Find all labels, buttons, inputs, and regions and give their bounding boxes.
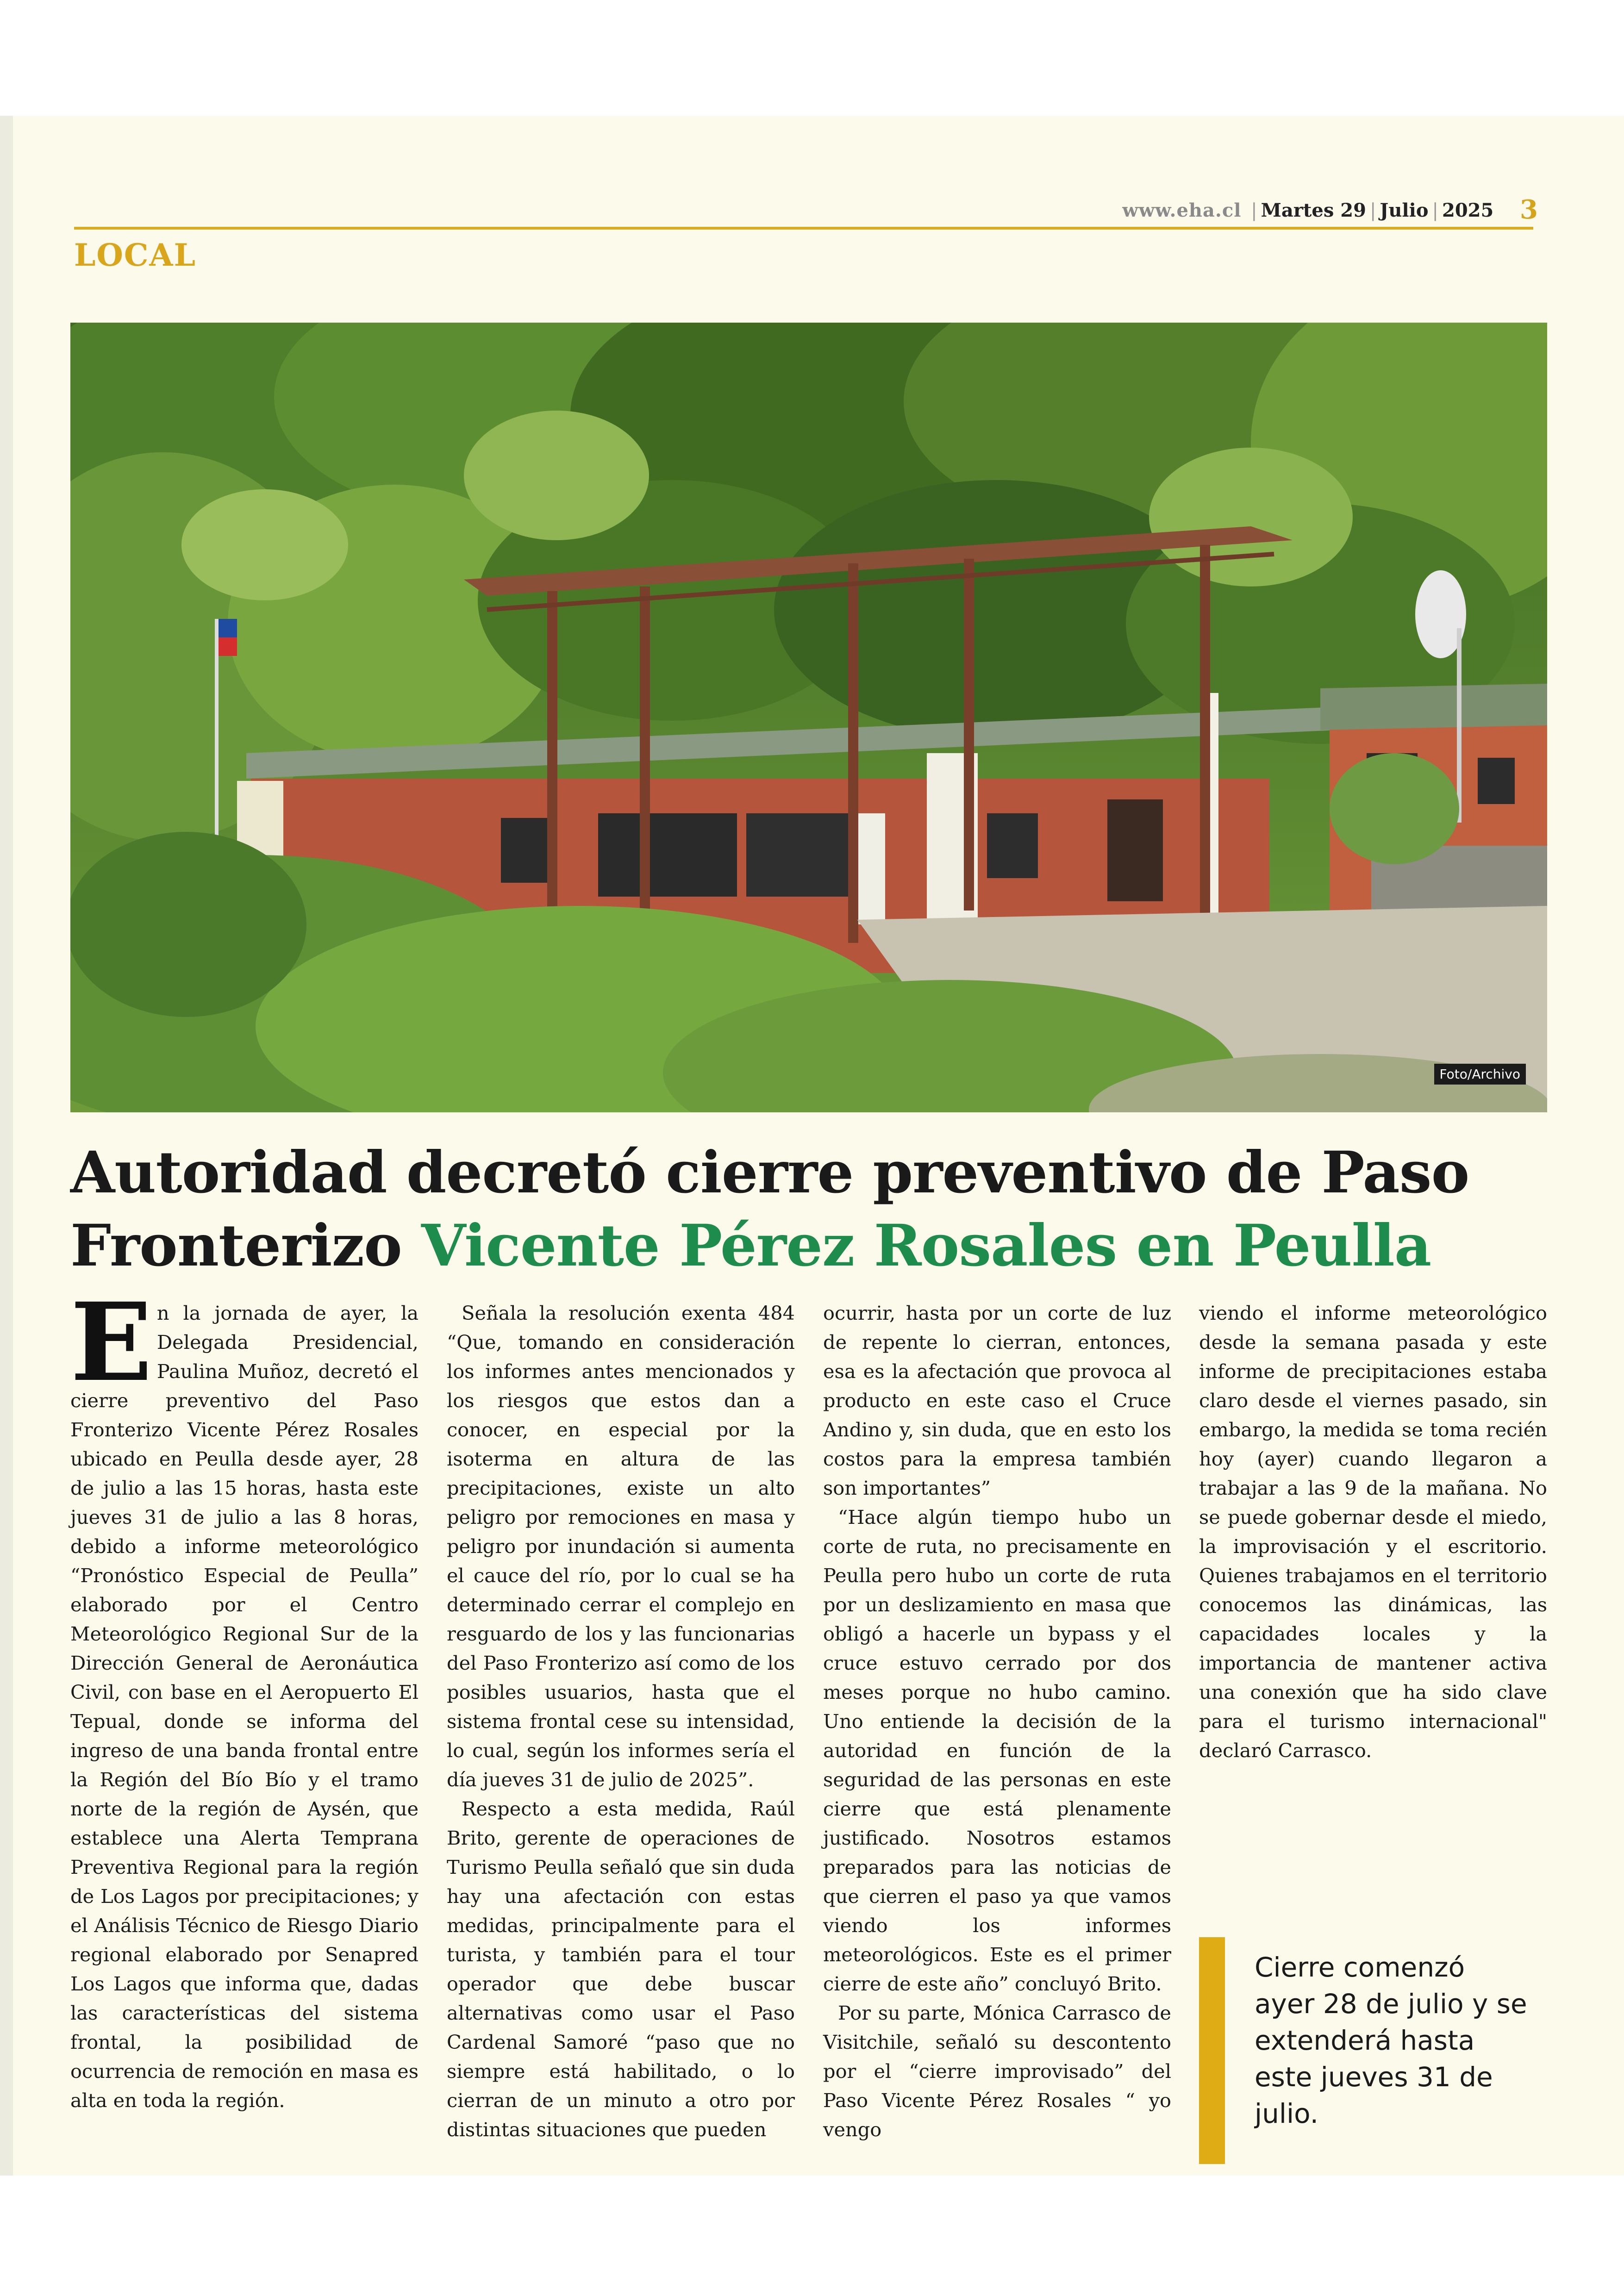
chile-flag bbox=[219, 619, 237, 637]
flag-pole bbox=[215, 619, 219, 850]
drop-cap: E bbox=[70, 1279, 152, 1405]
page-margin-strip bbox=[0, 116, 13, 2176]
article-column-1 bbox=[70, 1279, 418, 2115]
header-rule bbox=[74, 227, 1533, 230]
paragraph: n la jornada de ayer, la Delegada Presidencial, Paulina Muñoz, decretó el cierre preventivo del Paso Fronterizo Vicente Pérez Rosales ubicado en Peulla desde ayer, 28 de julio a las 15 horas, hasta este jueves 31 de julio a las 8 horas, debido a informe meteorológico “Pronóstico Especial de Peulla” elaborado por el Centro Meteorológico Regional Sur de la Dirección General de Aeronáutica Civil, con base en el Aeropuerto El Tepual, donde se informa del ingreso de una banda frontal entre la Región del Bío Bío y el tramo norte de la región de Aysén, que establece una Alerta Temprana Preventiva Regional para la región de Los Lagos por precipitaciones; y el Análisis Técnico de Riesgo Diario regional elaborado por Senapred Los Lagos que informa que, dadas las características del sistema frontal, la posibilidad de ocurrencia de remoción en masa es alta en toda la región. bbox=[70, 1302, 418, 2112]
header-weekday: Martes 29 bbox=[1261, 200, 1366, 221]
newspaper-page bbox=[0, 116, 1624, 2176]
paragraph: “Hace algún tiempo hubo un corte de ruta, no precisamente en Peulla pero hubo un corte de ruta por un deslizamiento en masa que obligó a hacerle un bypass y el cruce estuvo cerrado por dos meses porque no hubo camino. Uno entiende la decisión de la autoridad en función de la seguridad de las personas en este cierre que está plenamente justificado. Nosotros estamos preparados para las noticias de que cierren el paso ya que vamos viendo los informes meteorológicos. Este es el primer cierre de este año” concluyó Brito. bbox=[823, 1506, 1171, 1995]
article-column-3 bbox=[823, 1298, 1171, 2144]
header-year: 2025 bbox=[1442, 200, 1494, 221]
paragraph: ocurrir, hasta por un corte de luz de repente lo cierran, entonces, esa es la afectación que provoca al producto en este caso el Cruce Andino y, sin duda, que en esto los costos para la empresa también son importantes” bbox=[823, 1302, 1171, 1499]
paragraph: viendo el informe meteorológico desde la semana pasada y este informe de precipitaciones estaba claro desde el viernes pasado, sin embargo, la medida se toma recién hoy (ayer) cuando llegaron a trabajar a las 9 de la mañana. No se puede gobernar desde el miedo, la improvisación y el escritorio. Quienes trabajamos en el territorio conocemos las dinámicas, las capacidades locales y la importancia de mantener activa una conexión que ha sido clave para el turismo internacional" declaró Carrasco. bbox=[1199, 1302, 1547, 1762]
header-month: Julio bbox=[1380, 200, 1429, 221]
article-column-2 bbox=[447, 1298, 795, 2144]
article-headline bbox=[70, 1136, 1552, 1283]
section-label: LOCAL bbox=[74, 237, 197, 273]
website-url: www.eha.cl bbox=[1122, 200, 1242, 221]
photo-credit: Foto/Archivo bbox=[1434, 1064, 1526, 1085]
paragraph: Señala la resolución exenta 484 “Que, tomando en consideración los informes antes mencionados y los riesgos que estos dan a conocer, en especial por la isoterma en altura de las precipitaciones, existe un alto peligro por remociones en masa y peligro por inundación si aumenta el cauce del río, por lo cual se ha determinado cerrar el complejo en resguardo de los y las funcionarias del Paso Fronterizo así como de los posibles usuarios, hasta que el sistema frontal cese su intensidad, lo cual, según los informes sería el día jueves 31 de julio de 2025”. bbox=[447, 1302, 795, 1791]
headline-part-2: Vicente Pérez Rosales en Peulla bbox=[421, 1212, 1431, 1279]
pull-quote-text: Cierre comenzó ayer 28 de julio y se extenderá hasta este jueves 31 de julio. bbox=[1255, 1952, 1527, 2129]
page-header: www.eha.cl | Martes 29 | Julio | 2025 3 bbox=[1122, 194, 1538, 225]
pull-quote-bar bbox=[1199, 1937, 1225, 2164]
border-post-photo-illustration bbox=[70, 323, 1547, 1112]
headline-part-1: Autoridad decretó cierre preventivo de Paso Fronterizo bbox=[70, 1139, 1469, 1279]
paragraph: Respecto a esta medida, Raúl Brito, gerente de operaciones de Turismo Peulla señaló que sin duda hay una afectación con estas medidas, principalmente para el turista, y también para el tour operador que debe buscar alternativas como usar el Paso Cardenal Samoré “paso que no siempre está habilitado, o lo cierran de un minuto a otro por distintas situaciones que pueden bbox=[447, 1797, 795, 2141]
article-column-4 bbox=[1199, 1298, 1547, 1765]
page-number: 3 bbox=[1520, 194, 1538, 225]
pull-quote bbox=[1199, 1937, 1532, 2164]
paragraph: Por su parte, Mónica Carrasco de Visitchile, señaló su descontento por el “cierre improvisado” del Paso Vicente Pérez Rosales “ yo vengo bbox=[823, 2002, 1171, 2141]
article-photo bbox=[70, 323, 1547, 1112]
